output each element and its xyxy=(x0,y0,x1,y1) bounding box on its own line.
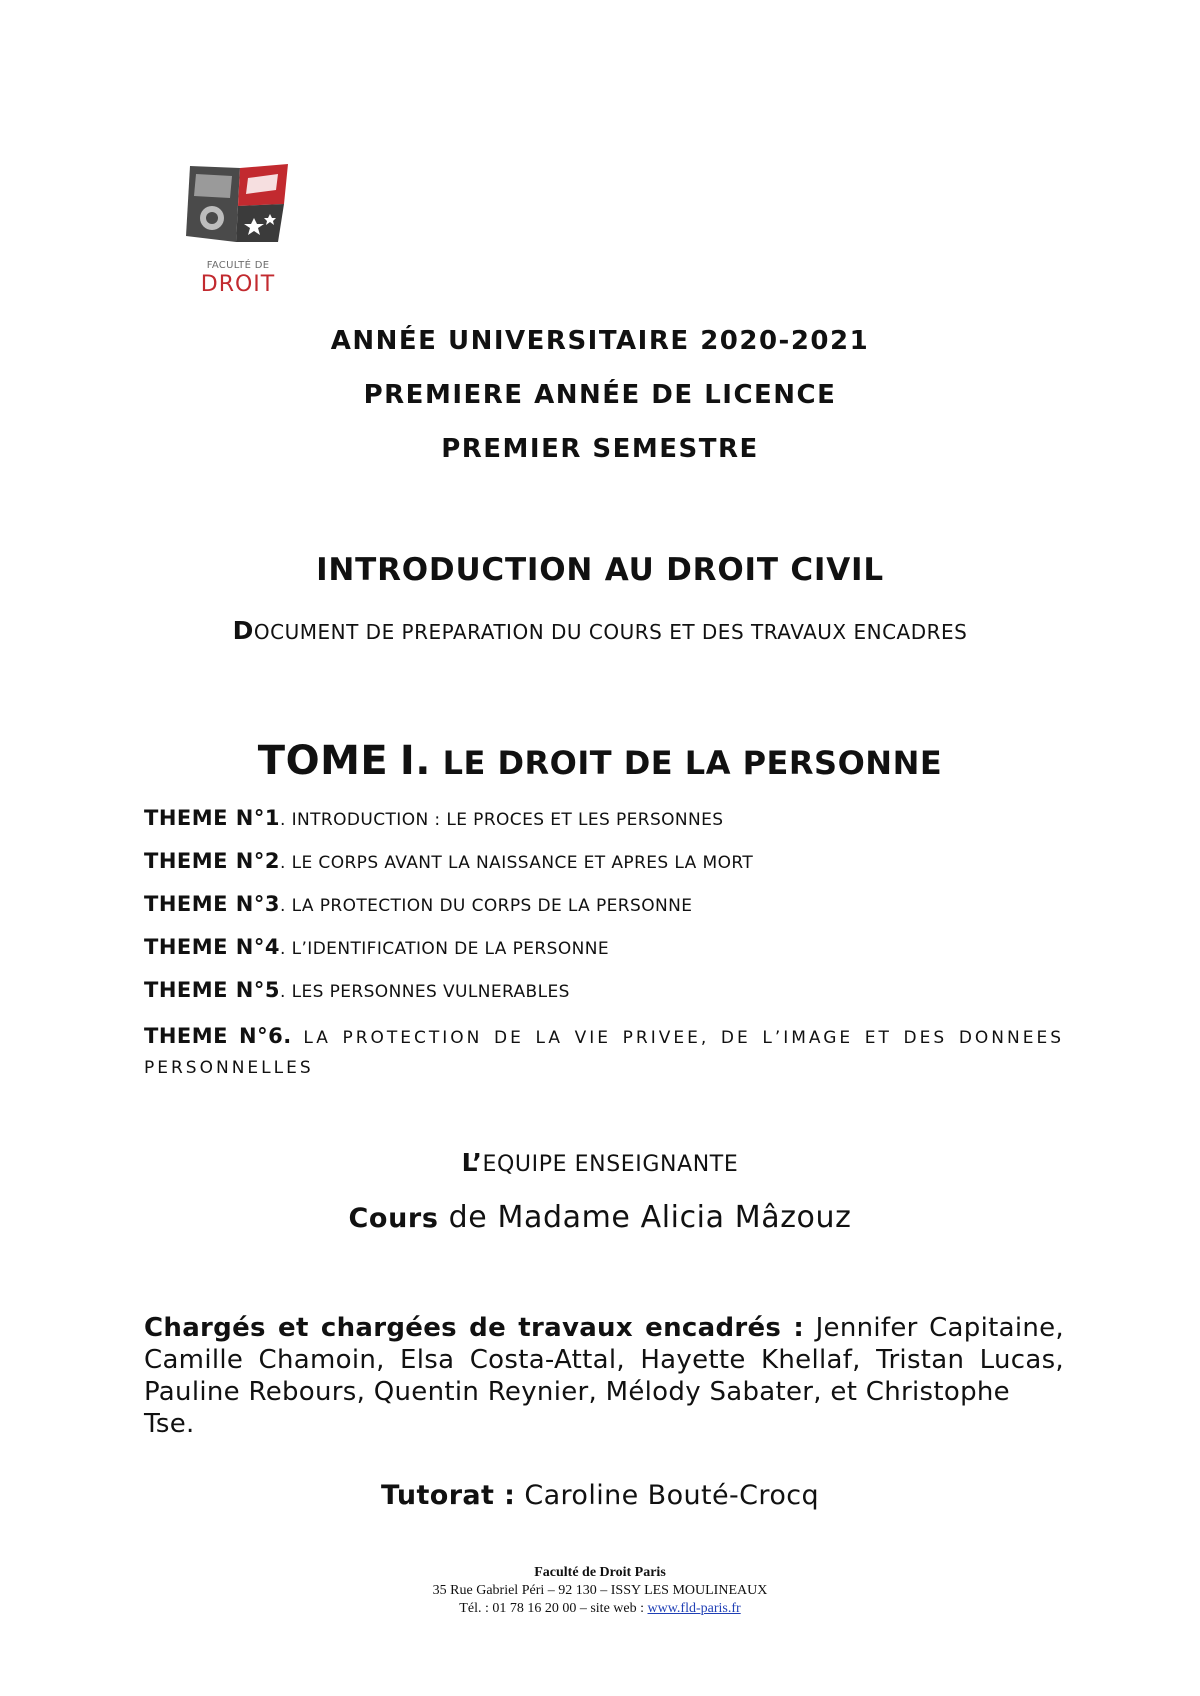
theme-item xyxy=(144,935,1064,961)
tome-title: LE DROIT DE LA PERSONNE xyxy=(442,744,943,782)
course-subtitle xyxy=(0,616,1200,645)
theme-text: . LES PERSONNES VULNERABLES xyxy=(280,982,570,1002)
logo-label-droit: DROIT xyxy=(200,272,276,297)
theme-number: THEME N°2 xyxy=(144,849,280,873)
tutorat-name: Caroline Bouté-Crocq xyxy=(515,1480,820,1511)
theme-number: THEME N°3 xyxy=(144,892,280,916)
theme-number: THEME N°4 xyxy=(144,935,280,959)
footer-website-link[interactable]: www.fld-paris.fr xyxy=(647,1601,741,1616)
theme-item xyxy=(144,849,1064,875)
themes-list xyxy=(144,806,1064,1100)
tutors-names-line2: Pauline Rebours, Quentin Reynier, Mélody Sabater, et Christophe Tse. xyxy=(144,1377,1010,1439)
footer-faculty-name: Faculté de Droit Paris xyxy=(534,1565,666,1580)
tutorat-label: Tutorat : xyxy=(380,1480,516,1511)
course-lecturer-label: Cours xyxy=(348,1203,439,1234)
course-lecturer xyxy=(0,1200,1200,1235)
faculty-crest-icon xyxy=(182,160,294,260)
faculty-logo xyxy=(182,160,294,295)
theme-text: . LE CORPS AVANT LA NAISSANCE ET APRES LA MORT xyxy=(280,853,754,873)
theme-number: THEME N°1 xyxy=(144,806,280,830)
theme-item xyxy=(144,892,1064,918)
team-heading-initial: L’ xyxy=(461,1148,483,1177)
course-subtitle-rest: OCUMENT DE PREPARATION DU COURS ET DES TRAVAUX ENCADRES xyxy=(253,620,968,644)
semester: PREMIER SEMESTRE xyxy=(441,434,759,464)
page-footer xyxy=(0,1564,1200,1618)
academic-year: ANNÉE UNIVERSITAIRE 2020-2021 xyxy=(330,326,870,356)
theme-item xyxy=(144,806,1064,832)
theme-text: . L’IDENTIFICATION DE LA PERSONNE xyxy=(280,939,609,959)
theme-number: THEME N°6. xyxy=(144,1024,292,1048)
tome-label: TOME xyxy=(257,738,389,784)
team-heading xyxy=(0,1148,1200,1177)
theme-text: . INTRODUCTION : LE PROCES ET LES PERSONNES xyxy=(280,810,724,830)
theme-item xyxy=(144,978,1064,1004)
tutors-label: Chargés et chargées de travaux encadrés : xyxy=(144,1313,805,1343)
tome-heading xyxy=(0,738,1200,784)
footer-phone: Tél. : 01 78 16 20 00 – site web : xyxy=(459,1601,648,1616)
tutorat xyxy=(0,1480,1200,1511)
theme-number: THEME N°5 xyxy=(144,978,280,1002)
tome-number: I. xyxy=(399,738,431,784)
theme-text: . LA PROTECTION DU CORPS DE LA PERSONNE xyxy=(280,896,693,916)
license-year: PREMIERE ANNÉE DE LICENCE xyxy=(363,380,837,410)
theme-text: LA PROTECTION DE LA VIE PRIVEE, DE L’IMAGE ET DES DONNEES PERSONNELLES xyxy=(144,1028,1064,1078)
course-title: INTRODUCTION AU DROIT CIVIL xyxy=(316,552,884,588)
team-heading-rest: EQUIPE ENSEIGNANTE xyxy=(482,1152,739,1177)
course-lecturer-name: de Madame Alicia Mâzouz xyxy=(438,1200,852,1235)
course-subtitle-initial: D xyxy=(232,616,254,645)
logo-label-faculte: FACULTÉ DE xyxy=(206,260,270,271)
footer-address: 35 Rue Gabriel Péri – 92 130 – ISSY LES MOULINEAUX xyxy=(432,1583,768,1598)
footer-contact xyxy=(0,1600,1200,1618)
tutors-paragraph xyxy=(144,1312,1064,1376)
theme-item xyxy=(144,1021,1064,1083)
tutors-names-line1: Jennifer Capitaine, Camille Chamoin, Elsa Costa-Attal, Hayette Khellaf, Tristan Lucas, xyxy=(144,1313,1064,1375)
